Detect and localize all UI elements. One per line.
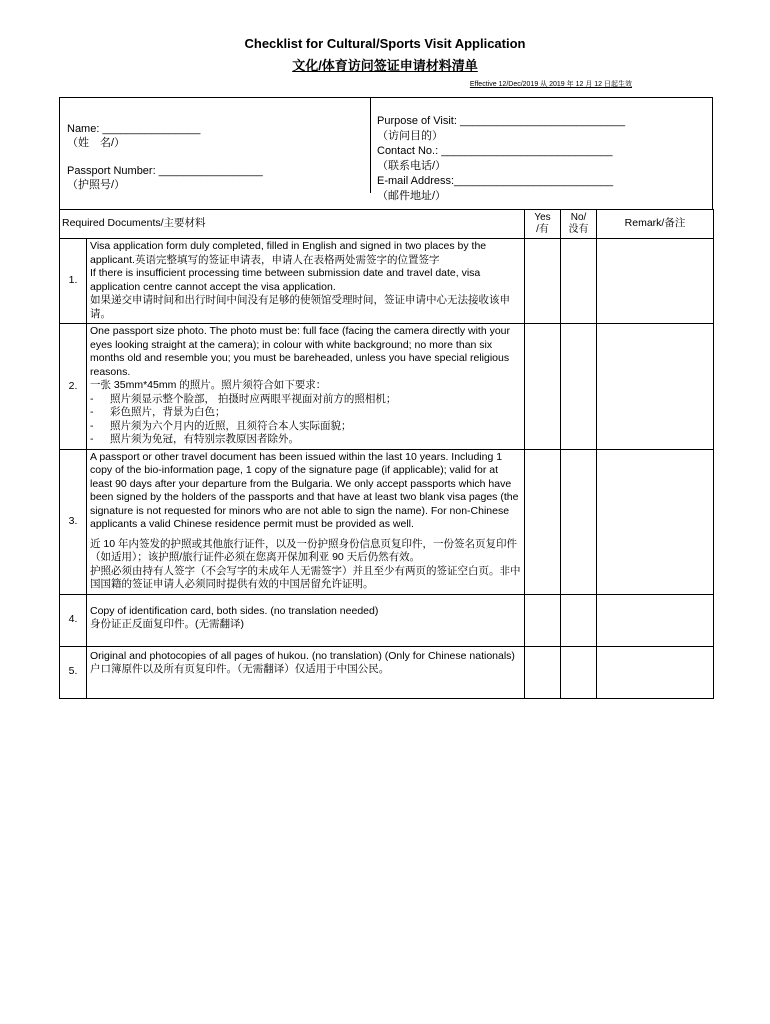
no-checkbox-cell[interactable] xyxy=(561,324,597,450)
header-required-documents: Required Documents/主要材料 xyxy=(60,210,525,239)
table-row xyxy=(60,646,714,698)
table-row xyxy=(60,324,714,450)
row-text: 如果递交申请时间和出行时间中间没有足够的使领馆受理时间，签证申请中心无法接收该申请。 xyxy=(90,294,510,320)
remark-cell[interactable] xyxy=(597,324,714,450)
contact-field[interactable]: Contact No.: ____________________________ xyxy=(377,145,613,157)
bullet-item: - 照片须为免冠，有特别宗教原因者除外。 xyxy=(90,433,299,445)
no-checkbox-cell[interactable] xyxy=(561,239,597,324)
effective-date: Effective 12/Dec/2019 从 2019 年 12 月 12 日起生效 xyxy=(469,81,632,88)
email-field[interactable]: E-mail Address:__________________________ xyxy=(377,175,614,187)
contact-label-cn: （联系电话/） xyxy=(377,160,447,172)
header-remark: Remark/备注 xyxy=(597,210,714,239)
row-number: 4. xyxy=(60,594,87,646)
row-text: 户口簿原件以及所有页复印件。（无需翻译）仅适用于中国公民。 xyxy=(90,663,390,675)
remark-cell[interactable] xyxy=(597,646,714,698)
applicant-info-right xyxy=(370,98,626,202)
bullet-text: 照片须为免冠，有特别宗教原因者除外。 xyxy=(110,433,299,445)
header-no xyxy=(561,210,597,239)
bullet-text: 照片须为六个月内的近照，且须符合本人实际面貌； xyxy=(110,419,352,432)
row-text: One passport size photo. The photo must be: full face (facing the camera directly with your eyes looking straight at the camera); in colour with white background; no more than six months old and resemble you; you must be bareheaded, unless you have special religious reasons. xyxy=(90,325,511,378)
remark-cell[interactable] xyxy=(597,449,714,594)
yes-checkbox-cell[interactable] xyxy=(525,449,561,594)
yes-checkbox-cell[interactable] xyxy=(525,646,561,698)
yes-checkbox-cell[interactable] xyxy=(525,594,561,646)
row-number: 1. xyxy=(60,239,87,324)
header-no-cn: 没有 xyxy=(568,224,589,235)
no-checkbox-cell[interactable] xyxy=(561,594,597,646)
purpose-label-cn: （访问目的） xyxy=(377,130,443,142)
no-checkbox-cell[interactable] xyxy=(561,449,597,594)
row-text: Original and photocopies of all pages of hukou. (no translation) (Only for Chinese nationals) xyxy=(90,649,515,662)
title-english: Checklist for Cultural/Sports Visit Application xyxy=(244,36,526,51)
yes-checkbox-cell[interactable] xyxy=(525,324,561,450)
row-text: 身份证正反面复印件。(无需翻译) xyxy=(90,618,244,630)
row-content xyxy=(87,324,525,450)
applicant-info-box xyxy=(59,97,713,210)
bullet-item: - 照片须为六个月内的近照，且须符合本人实际面貌； xyxy=(90,419,352,432)
purpose-field[interactable]: Purpose of Visit: ___________________________ xyxy=(377,115,626,127)
header-yes-cn: /有 xyxy=(536,224,549,235)
remark-cell[interactable] xyxy=(597,239,714,324)
row-content xyxy=(87,646,525,698)
email-label-cn: （邮件地址/） xyxy=(377,190,447,202)
table-row xyxy=(60,239,714,324)
row-text: 近 10 年内签发的护照或其他旅行证件，以及一份护照身份信息页复印件，一份签名页复印件（如适用）；该护照/旅行证件必须在您离开保加利亚 90 天后仍然有效。 xyxy=(90,537,518,563)
header-yes-en: Yes xyxy=(534,212,551,223)
row-text: Visa application form duly completed, filled in English and signed in two places by the applicant.英语完整填写的签证申请表，申请人在表格两处需签字的位置签字 xyxy=(90,240,487,266)
row-number: 2. xyxy=(60,324,87,450)
row-content xyxy=(87,449,525,594)
bullet-item: - 照片须显示整个脸部， 拍摄时应两眼平视面对前方的照相机； xyxy=(90,392,397,405)
no-checkbox-cell[interactable] xyxy=(561,646,597,698)
bullet-text: 照片须显示整个脸部， 拍摄时应两眼平视面对前方的照相机； xyxy=(110,392,397,405)
row-text: If there is insufficient processing time between submission date and travel date, visa application centre cannot accept the visa application. xyxy=(90,267,481,293)
row-content xyxy=(87,594,525,646)
row-number: 3. xyxy=(60,449,87,594)
passport-label-cn: （护照号/） xyxy=(67,179,126,191)
row-content xyxy=(87,239,525,324)
applicant-info-left xyxy=(67,122,263,192)
table-row xyxy=(60,449,714,594)
row-text: A passport or other travel document has been issued within the last 10 years. Including 1 copy of the bio-information page, 1 copy of the signature page (if applicable); valid for at least 90 days after your departure from the Bulgaria. We only accept passports which have been signed by the holders of the passports and that have at least two blank visa pages (the signature is not requested for minors who are not able to sign the name). For non-Chinese applicants a valid Chinese residence permit must be provided as well. xyxy=(90,450,519,530)
name-label-cn: （姓 名/） xyxy=(67,137,126,149)
table-row xyxy=(60,594,714,646)
title-chinese: 文化/体育访问签证申请材料清单 xyxy=(292,58,478,73)
header-no-en: No/ xyxy=(570,212,587,223)
table-header-row xyxy=(60,210,714,239)
bullet-item: - 彩色照片，背景为白色； xyxy=(90,406,226,418)
row-text: 一张 35mm*45mm 的照片。照片须符合如下要求： xyxy=(90,379,327,391)
name-field[interactable]: Name: ________________ xyxy=(67,123,201,135)
remark-cell[interactable] xyxy=(597,594,714,646)
passport-number-field[interactable]: Passport Number: _________________ xyxy=(67,165,263,177)
row-text: 护照必须由持有人签字（不会写字的未成年人无需签字）并且至少有两页的签证空白页。非中国国籍的签证申请人必须同时提供有效的中国居留允许证明。 xyxy=(90,564,521,590)
documents-table xyxy=(59,209,714,699)
row-number: 5. xyxy=(60,646,87,698)
row-text: Copy of identification card, both sides. (no translation needed) xyxy=(90,604,379,617)
header-yes xyxy=(525,210,561,239)
yes-checkbox-cell[interactable] xyxy=(525,239,561,324)
bullet-text: 彩色照片，背景为白色； xyxy=(110,406,226,418)
